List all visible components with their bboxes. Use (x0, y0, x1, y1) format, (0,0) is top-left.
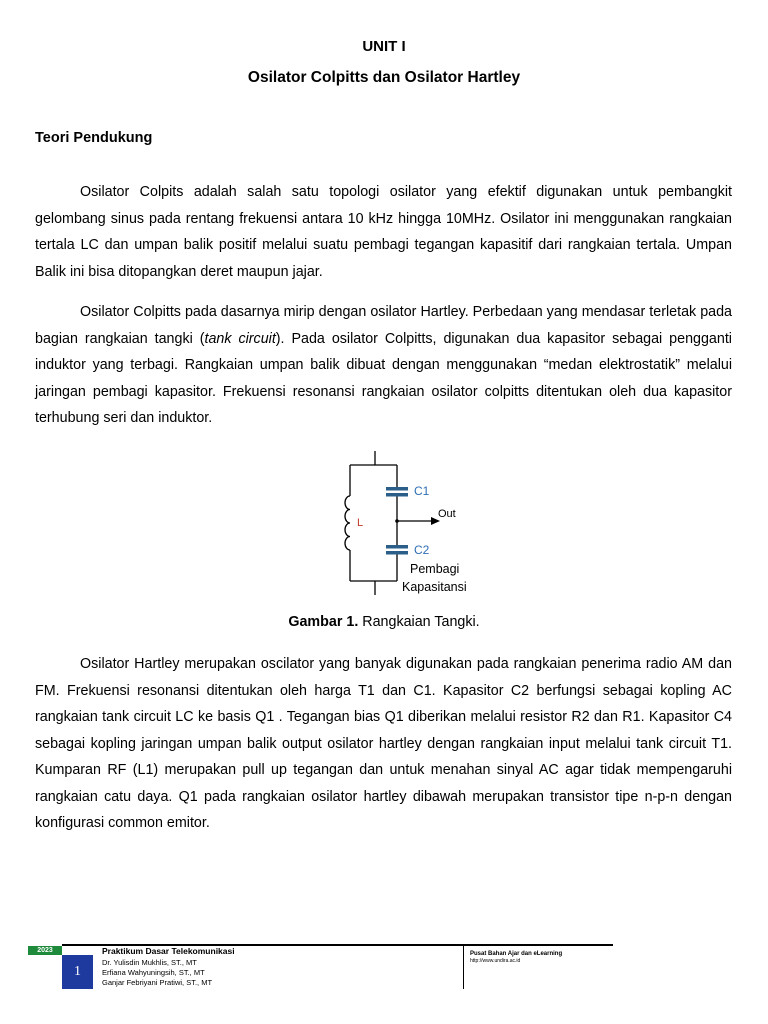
paragraph-colpitts-intro: Osilator Colpits adalah salah satu topologi osilator yang efektif digunakan untuk pembangkit gelombang sinus pada rentang frekuensi antara 10 kHz hingga 10MHz. Osilator ini menggunakan rangkaian tertala LC dan umpan balik positif melalui suatu pembagi tegangan kapasitif dari rangkaian tertala. Umpan Balik ini bisa ditopangkan deret maupun jajar. (35, 184, 732, 280)
tank-circuit-diagram (330, 448, 480, 600)
document-title: Osilator Colpitts dan Osilator Hartley (247, 69, 521, 86)
caption-text: Rangkaian Tangki. (358, 614, 480, 630)
footer-course-title: Praktikum Dasar Telekomunikasi (102, 946, 235, 956)
footer-divider (463, 945, 464, 989)
page-number: 1 (62, 955, 93, 989)
paragraph-text: Osilator Colpitts pada dasarnya mirip dengan osilator Hartley. Perbedaan yang mendasar terletak pada bagian rangkaian tangki ( (35, 304, 732, 347)
section-heading: Teori Pendukung (35, 130, 153, 146)
paragraph-hartley: Osilator Hartley merupakan oscilator yang banyak digunakan pada rangkaian penerima radio AM dan FM. Frekuensi resonansi ditentukan oleh harga T1 dan C1. Kapasitor C2 berfungsi sebagai kopling AC rangkaian tank circuit LC ke basis Q1 . Tegangan bias Q1 diberikan melalui resistor R2 dan R1. Kapasitor C4 sebagai kopling jaringan umpan balik output osilator hartley dengan rangkaian input melalui tank circuit T1. Kumparan RF (L1) merupakan pull up tegangan dan untuk menahan sinyal AC agar tidak mempengaruhi rangkaian catu daya. Q1 pada rangkaian osilator hartley dibawah merupakan transistor tipe n-p-n dengan konfigurasi common emitor. (35, 656, 732, 831)
capacitor-c1-plate-bottom (386, 493, 408, 497)
label-c2: C2 (414, 543, 430, 557)
footer-unit-name: Pusat Bahan Ajar dan eLearning (470, 951, 563, 957)
capacitor-c1-plate-top (386, 487, 408, 491)
figure-caption (0, 614, 768, 630)
capacitor-c2-plate-bottom (386, 551, 408, 555)
footer-author: Ganjar Febriyani Pratiwi, ST., MT (102, 978, 213, 987)
label-c1: C1 (414, 484, 430, 498)
caption-label: Gambar 1. (288, 614, 359, 630)
footer-author: Dr. Yulisdin Mukhlis, ST., MT (102, 958, 197, 967)
label-l: L (357, 517, 364, 529)
label-out: Out (438, 508, 456, 520)
label-divider-line1: Pembagi (410, 562, 460, 576)
year-badge: 2023 (28, 946, 62, 955)
unit-heading: UNIT I (362, 38, 406, 55)
paragraph-colpitts-vs-hartley (35, 299, 732, 432)
label-divider-line2: Kapasitansi (402, 580, 467, 594)
paragraph-text: ). Pada osilator Colpitts, digunakan dua kapasitor sebagai pengganti induktor yang terbagi. Rangkaian umpan balik dibuat dengan menggunakan “medan elektrostatik” melalui jaringan pembagi kapasitor. Frekuensi resonansi rangkaian osilator colpitts ditentukan oleh dua kapasitor terhubung seri dan induktor. (35, 330, 732, 426)
footer-url: http://www.undira.ac.id (470, 958, 521, 964)
capacitor-c2-plate-top (386, 545, 408, 549)
emphasis-tank-circuit: tank circuit (204, 330, 276, 347)
inductor-coil (345, 496, 350, 550)
footer-author: Erfiana Wahyuningsih, ST., MT (102, 968, 205, 977)
junction-dot (395, 519, 399, 523)
